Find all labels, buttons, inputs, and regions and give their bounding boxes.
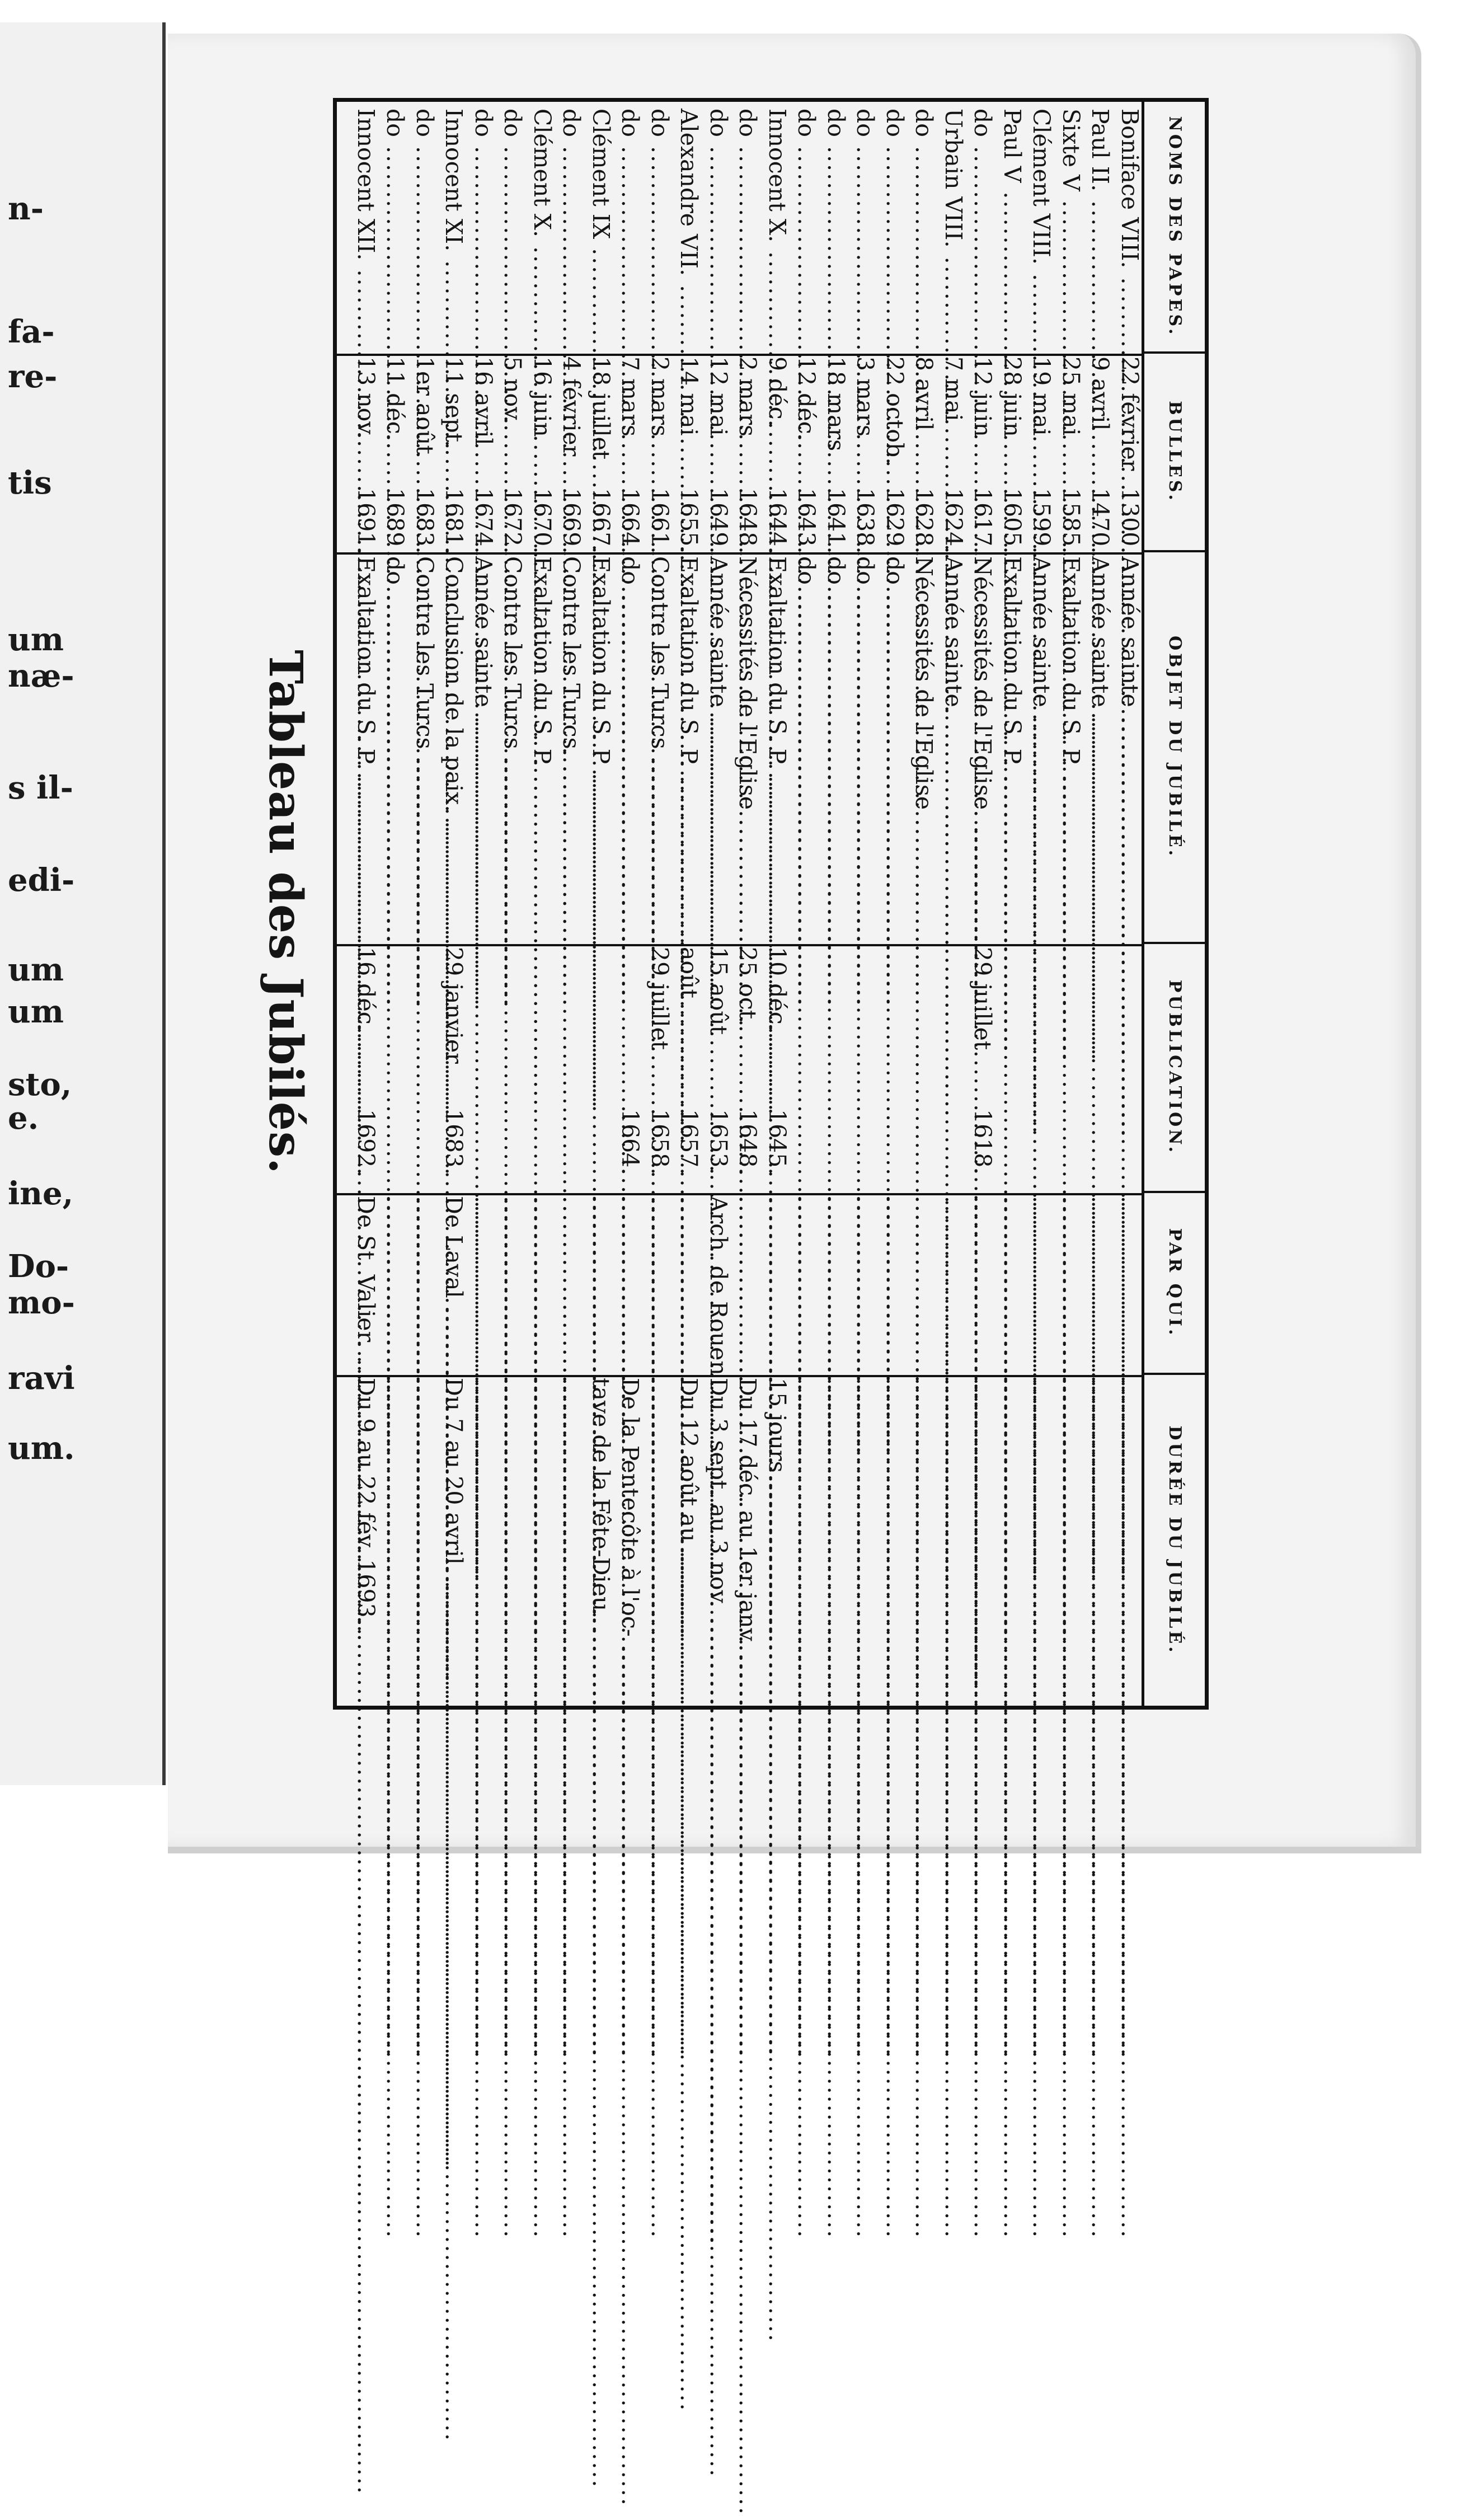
bull-date-cell: 9 déc.: [764, 356, 791, 427]
pope-name-cell: Innocent X. .....: [766, 109, 788, 349]
left-page-text-fragment: n-: [8, 190, 44, 227]
bull-date-cell: 16 avril: [470, 356, 497, 445]
bull-date-cell: 12 déc.: [793, 356, 820, 442]
bull-year-cell: 1470.: [1087, 488, 1114, 554]
pope-name-cell: Boniface VIII. .....: [1119, 109, 1140, 349]
jubilee-object-cell: Année sainte .....: [1119, 556, 1140, 940]
bull-year-cell: 1683.: [411, 488, 438, 554]
jubilee-duration-cell: Du 9 au 22 fév. 1693. .....: [355, 1378, 377, 1702]
publication-date-cell: [1089, 947, 1111, 1109]
table-row: [617, 102, 644, 1706]
table-row: [590, 102, 612, 1706]
table-header-row: [1142, 102, 1205, 1706]
publication-year-cell: 1658.: [646, 1109, 673, 1175]
jubilee-object-cell: Contre les Turcs .....: [414, 556, 435, 940]
publication-year-cell: 1648.: [734, 1109, 762, 1175]
bull-year-cell: 1643.: [793, 488, 820, 554]
jubilee-object-cell: do .....: [854, 556, 876, 940]
table-row: [1060, 102, 1082, 1706]
bull-date-cell: 13 nov.: [353, 356, 379, 439]
publication-year-cell: [561, 1109, 583, 1187]
publication-year-cell: [414, 1109, 435, 1187]
left-page-text-fragment: næ-: [8, 658, 74, 694]
table-row: [499, 102, 527, 1706]
table-row: [411, 102, 438, 1706]
table-row: [470, 102, 497, 1706]
table-row: [675, 102, 703, 1706]
jubilee-object-cell: Exaltation du S. P .....: [590, 556, 612, 940]
publication-year-cell: [531, 1109, 553, 1187]
bull-year-cell: 1624.: [940, 488, 967, 554]
jubilee-object-cell: Année sainte. .....: [942, 556, 964, 940]
table-row: [529, 102, 556, 1706]
bull-date-cell: 18 mars: [823, 356, 849, 452]
pope-name-cell: Clément VIII. .....: [1031, 109, 1053, 349]
publication-date-cell: [619, 947, 641, 1109]
publication-year-cell: [913, 1109, 935, 1187]
jubilee-duration-cell: [1089, 1378, 1111, 1702]
jubilee-object-cell: Exaltation du S. P. .....: [355, 556, 377, 940]
jubilee-object-cell: Année sainte .....: [1089, 556, 1111, 940]
jubilee-object-cell: do .....: [384, 556, 406, 940]
publication-year-cell: [1060, 1109, 1082, 1187]
jubilee-duration-cell: [649, 1378, 670, 1702]
publication-year-cell: [502, 1109, 524, 1187]
pope-name-cell: Innocent XII. .....: [355, 109, 377, 349]
bull-year-cell: 1641.: [823, 488, 849, 554]
bull-year-cell: 1628.: [910, 488, 938, 554]
pope-name-cell: Clément X. .....: [531, 109, 553, 349]
publication-date-cell: 16 déc.: [353, 947, 379, 1032]
pope-name-cell: Paul V .....: [1001, 109, 1023, 349]
publication-date-cell: [942, 947, 964, 1109]
header-bulles: BULLES.: [1144, 354, 1205, 552]
published-by-cell: [1031, 1196, 1053, 1369]
left-page-text-fragment: um: [8, 951, 64, 988]
rotated-table-container: [246, 98, 1209, 1726]
publication-date-cell: [1001, 947, 1023, 1109]
jubilee-object-cell: Année sainte .....: [472, 556, 494, 940]
bull-year-cell: 1638.: [852, 488, 879, 554]
bull-date-cell: 28 juin: [999, 356, 1026, 437]
bull-year-cell: 1670.: [529, 488, 556, 554]
jubilee-object-cell: Contre les Turcs .....: [649, 556, 670, 940]
bull-year-cell: 1681.: [440, 488, 468, 554]
bull-year-cell: 1669.: [558, 488, 585, 554]
jubilee-object-cell: do .....: [796, 556, 818, 940]
table-row: [734, 102, 762, 1706]
jubilee-duration-cell: [942, 1378, 964, 1702]
left-page-text-fragment: ine,: [8, 1175, 74, 1212]
jubilee-object-cell: Exaltation du S. P. .....: [766, 556, 788, 940]
bull-year-cell: 1599.: [1028, 488, 1055, 554]
bull-date-cell: 8 avril: [910, 356, 938, 431]
left-page-text-fragment: ravi: [8, 1360, 75, 1397]
left-page-text-fragment: sto,: [8, 1066, 72, 1103]
publication-year-cell: 1618.: [969, 1109, 997, 1175]
pope-name-cell: do .....: [796, 109, 818, 349]
publication-date-cell: [414, 947, 435, 1109]
publication-date-cell: [590, 947, 612, 1109]
jubilee-duration-cell: De la Pentecôte à l'oc- .....: [619, 1378, 641, 1702]
bull-date-cell: 11 sept.: [440, 356, 468, 450]
pope-name-cell: Alexandre VII. .....: [678, 109, 700, 349]
left-page-text-fragment: um: [8, 993, 64, 1030]
bull-year-cell: 1691.: [353, 488, 379, 554]
bull-date-cell: 25 mai: [1058, 356, 1084, 436]
bull-date-cell: 3 mars: [852, 356, 879, 437]
bull-year-cell: 1629: [881, 488, 908, 547]
bull-date-cell: 11 déc.: [382, 356, 409, 442]
published-by-cell: De St. Valier. .....: [355, 1196, 377, 1369]
left-page-text-fragment: Do-: [8, 1248, 69, 1285]
publication-date-cell: [531, 947, 553, 1109]
bull-year-cell: 1664.: [617, 488, 644, 554]
published-by-cell: [619, 1196, 641, 1369]
publication-year-cell: [472, 1109, 494, 1187]
published-by-cell: De Laval .....: [443, 1196, 465, 1369]
jubilee-object-cell: Exaltation du S. P. .....: [1060, 556, 1082, 940]
jubilee-duration-cell: [854, 1378, 876, 1702]
jubilee-duration-cell: [825, 1378, 847, 1702]
publication-date-cell: 15 août: [705, 947, 732, 1035]
publication-year-cell: [1089, 1109, 1111, 1187]
pope-name-cell: do .....: [825, 109, 847, 349]
bull-year-cell: 1655.: [675, 488, 703, 554]
publication-year-cell: [854, 1109, 876, 1187]
bull-year-cell: 1649.: [705, 488, 732, 554]
jubilee-duration-cell: Du 7 au 20 avril. .....: [443, 1378, 465, 1702]
published-by-cell: [1089, 1196, 1111, 1369]
table-row: [705, 102, 732, 1706]
publication-date-cell: [913, 947, 935, 1109]
publication-date-cell: 10 déc.: [764, 947, 791, 1032]
jubilee-duration-cell: [972, 1378, 994, 1702]
publication-year-cell: [1119, 1109, 1140, 1187]
published-by-cell: [1001, 1196, 1023, 1369]
published-by-cell: [766, 1196, 788, 1369]
jubilee-duration-cell: [1119, 1378, 1140, 1702]
jubilee-object-cell: Année sainte .....: [707, 556, 729, 940]
publication-date-cell: [561, 947, 583, 1109]
published-by-cell: [649, 1196, 670, 1369]
publication-date-cell: 29 janvier: [440, 947, 468, 1064]
table-row: [825, 102, 847, 1706]
publication-year-cell: 1692.: [353, 1109, 379, 1175]
jubilee-duration-cell: 15 jours .....: [766, 1378, 788, 1702]
table-row: [881, 102, 908, 1706]
jubilee-object-cell: do .....: [884, 556, 905, 940]
publication-date-cell: [796, 947, 818, 1109]
table-row: [969, 102, 997, 1706]
jubilee-duration-cell: [561, 1378, 583, 1702]
bull-year-cell: 1667.: [588, 488, 614, 554]
jubilee-object-cell: Exaltation du S. P. .....: [531, 556, 553, 940]
table-row: [440, 102, 468, 1706]
table-title: Tableau des Jubilés.: [259, 650, 312, 1175]
bull-date-cell: 7 mai: [940, 356, 967, 421]
bull-year-cell: 1585.: [1058, 488, 1084, 554]
publication-date-cell: 29 juillet: [969, 947, 997, 1050]
bull-date-cell: 19 mai: [1028, 356, 1055, 436]
publication-year-cell: [384, 1109, 406, 1187]
published-by-cell: [590, 1196, 612, 1369]
publication-year-cell: [1031, 1109, 1053, 1187]
pope-name-cell: Paul II. .....: [1089, 109, 1111, 349]
bull-date-cell: 1er août: [411, 356, 438, 454]
table-row: [1028, 102, 1055, 1706]
header-objet-du-jubile: OBJET DU JUBILÉ.: [1144, 552, 1205, 944]
publication-year-cell: [942, 1109, 964, 1187]
pope-name-cell: do .....: [913, 109, 935, 349]
table-body: [340, 102, 1143, 1706]
jubilee-duration-cell: [1060, 1378, 1082, 1702]
left-page-text-fragment: mo-: [8, 1284, 75, 1321]
publication-date-cell: [1031, 947, 1053, 1109]
bull-year-cell: 1648.: [734, 488, 762, 554]
table-row: [1116, 102, 1143, 1706]
published-by-cell: [384, 1196, 406, 1369]
pope-name-cell: do .....: [972, 109, 994, 349]
publication-date-cell: [1060, 947, 1082, 1109]
published-by-cell: [1119, 1196, 1140, 1369]
published-by-cell: [825, 1196, 847, 1369]
publication-date-cell: 25 oct.: [734, 947, 762, 1027]
bull-year-cell: 1674.: [470, 488, 497, 554]
bull-date-cell: 16 juin: [529, 356, 556, 437]
jubilee-duration-cell: [502, 1378, 524, 1702]
bull-date-cell: 12 juin: [969, 356, 997, 437]
header-publication: PUBLICATION.: [1144, 944, 1205, 1193]
jubilee-duration-cell: Du 17 déc. au 1er janv. .....: [737, 1378, 759, 1702]
table-row: [382, 102, 409, 1706]
publication-date-cell: [854, 947, 876, 1109]
pope-name-cell: do .....: [414, 109, 435, 349]
table-row: [910, 102, 938, 1706]
pope-name-cell: do .....: [472, 109, 494, 349]
jubilee-object-cell: Exaltation du S. P. .....: [1001, 556, 1023, 940]
publication-year-cell: [825, 1109, 847, 1187]
table-row: [355, 102, 377, 1706]
jubilee-duration-cell: [384, 1378, 406, 1702]
jubilee-object-cell: Exaltation du S. P. .....: [678, 556, 700, 940]
publication-date-cell: [472, 947, 494, 1109]
bull-year-cell: 1617.: [969, 488, 997, 554]
publication-date-cell: [502, 947, 524, 1109]
pope-name-cell: do .....: [502, 109, 524, 349]
published-by-cell: [913, 1196, 935, 1369]
published-by-cell: [561, 1196, 583, 1369]
jubilee-duration-cell: [472, 1378, 494, 1702]
table-row: [764, 102, 791, 1706]
jubilee-duration-cell: [884, 1378, 905, 1702]
left-page-text-fragment: edi-: [8, 862, 75, 899]
bull-date-cell: 2 mars: [734, 356, 762, 437]
published-by-cell: [502, 1196, 524, 1369]
table-row: [646, 102, 673, 1706]
publication-year-cell: 1664.: [617, 1109, 644, 1175]
jubilee-object-cell: Contre les Turcs. .....: [561, 556, 583, 940]
left-page-text-fragment: e.: [8, 1100, 39, 1137]
bull-date-cell: 7 mars: [617, 356, 644, 437]
table-row: [558, 102, 585, 1706]
pope-name-cell: do .....: [737, 109, 759, 349]
publication-date-cell: [384, 947, 406, 1109]
bull-date-cell: 4 février: [558, 356, 585, 457]
left-page-text-fragment: re-: [8, 358, 58, 395]
publication-date-cell: [1119, 947, 1140, 1109]
publication-year-cell: 1657.: [675, 1109, 703, 1175]
publication-year-cell: [1001, 1109, 1023, 1187]
bull-date-cell: 14 mai: [675, 356, 703, 436]
bull-date-cell: 9 avril: [1087, 356, 1114, 431]
publication-date-cell: [825, 947, 847, 1109]
jubilee-duration-cell: [1031, 1378, 1053, 1702]
publication-year-cell: 1645.: [764, 1109, 791, 1175]
header-noms-des-papes: NOMS DES PAPES.: [1144, 102, 1205, 354]
published-by-cell: [414, 1196, 435, 1369]
bull-year-cell: 1605.: [999, 488, 1026, 554]
jubilee-object-cell: Conclusion de la paix. .....: [443, 556, 465, 940]
published-by-cell: [884, 1196, 905, 1369]
published-by-cell: [737, 1196, 759, 1369]
jubilee-duration-cell: [1001, 1378, 1023, 1702]
left-page-fragment: [0, 22, 166, 1785]
bull-year-cell: 1689: [382, 488, 409, 547]
pope-name-cell: do .....: [707, 109, 729, 349]
jubilee-object-cell: Contre les Turcs .....: [502, 556, 524, 940]
table-row: [940, 102, 967, 1706]
bull-year-cell: 1672.: [499, 488, 527, 554]
jubilee-object-cell: do .....: [619, 556, 641, 940]
pope-name-cell: do .....: [561, 109, 583, 349]
left-page-text-fragment: fa-: [8, 313, 55, 350]
jubilee-object-cell: Nécessités de l'Eglise. .....: [972, 556, 994, 940]
published-by-cell: [972, 1196, 994, 1369]
publication-date-cell: [884, 947, 905, 1109]
jubilee-object-cell: Nécessités de l'Eglise .....: [737, 556, 759, 940]
left-page-text-fragment: s il-: [8, 769, 73, 806]
published-by-cell: [942, 1196, 964, 1369]
jubilee-table: [333, 98, 1209, 1710]
table-row: [793, 102, 820, 1706]
table-row: [852, 102, 879, 1706]
publication-year-cell: [590, 1109, 612, 1187]
publication-year-cell: 1683.: [440, 1109, 468, 1175]
bull-date-cell: 22 octob.: [881, 356, 908, 465]
jubilee-duration-cell: [531, 1378, 553, 1702]
pope-name-cell: Clément IX .....: [590, 109, 612, 349]
published-by-cell: [472, 1196, 494, 1369]
bull-date-cell: 22 février: [1116, 356, 1143, 471]
publication-year-cell: [796, 1109, 818, 1187]
jubilee-duration-cell: [414, 1378, 435, 1702]
publication-year-cell: [884, 1109, 905, 1187]
bull-year-cell: 1644.: [764, 488, 791, 554]
jubilee-object-cell: Année sainte .....: [1031, 556, 1053, 940]
published-by-cell: [531, 1196, 553, 1369]
published-by-cell: [796, 1196, 818, 1369]
pope-name-cell: do .....: [854, 109, 876, 349]
publication-date-cell: août: [675, 947, 703, 999]
publication-year-cell: 1653.: [705, 1109, 732, 1175]
bull-date-cell: 5 nov.: [499, 356, 527, 425]
jubilee-duration-cell: [913, 1378, 935, 1702]
jubilee-object-cell: do .....: [825, 556, 847, 940]
published-by-cell: [854, 1196, 876, 1369]
header-par-qui: PAR QUI.: [1144, 1193, 1205, 1375]
published-by-cell: [1060, 1196, 1082, 1369]
jubilee-duration-cell: Du 12 août au .....: [678, 1378, 700, 1702]
bull-year-cell: 1661.: [646, 488, 673, 554]
table-row: [1087, 102, 1114, 1706]
published-by-cell: [678, 1196, 700, 1369]
bull-date-cell: 2 mars: [646, 356, 673, 437]
left-page-text-fragment: um: [8, 621, 64, 658]
jubilee-duration-cell: Du 3 sept. au 3 nov. .....: [707, 1378, 729, 1702]
published-by-cell: Arch. de Rouen .....: [707, 1196, 729, 1369]
jubilee-duration-cell: tave de la Fête-Dieu. .....: [590, 1378, 612, 1702]
bull-year-cell: 1300.: [1116, 488, 1143, 554]
publication-date-cell: 29 juillet: [646, 947, 673, 1050]
pope-name-cell: do .....: [384, 109, 406, 349]
bull-date-cell: 12 mai: [705, 356, 732, 436]
jubilee-object-cell: Nécessités de l'Eglise .....: [913, 556, 935, 940]
bull-date-cell: 18 juillet: [588, 356, 614, 460]
pope-name-cell: Urbain VIII. .....: [942, 109, 964, 349]
header-duree-du-jubile: DURÉE DU JUBILÉ.: [1165, 1425, 1185, 1655]
pope-name-cell: do .....: [619, 109, 641, 349]
pope-name-cell: Sixte V .....: [1060, 109, 1082, 349]
pope-name-cell: do .....: [884, 109, 905, 349]
left-page-text-fragment: um.: [8, 1430, 75, 1467]
pope-name-cell: do .....: [649, 109, 670, 349]
pope-name-cell: Innocent XI. .....: [443, 109, 465, 349]
jubilee-duration-cell: [796, 1378, 818, 1702]
left-page-text-fragment: tis: [8, 464, 52, 501]
table-row: [999, 102, 1026, 1706]
